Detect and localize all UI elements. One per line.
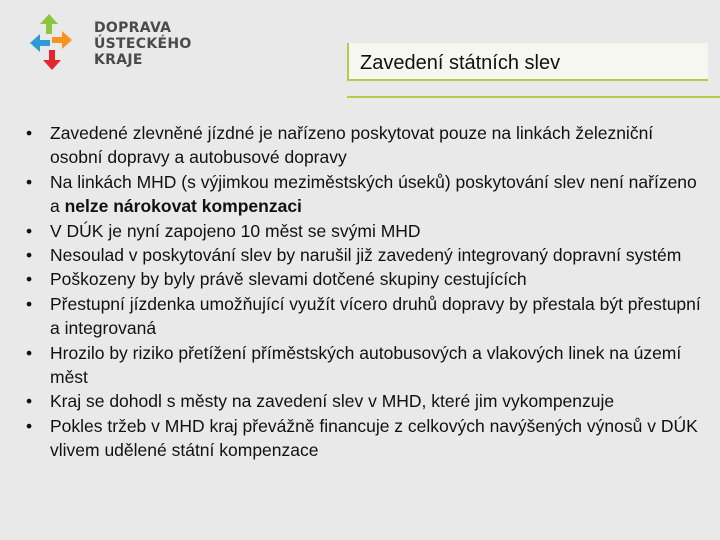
logo-text (94, 20, 192, 68)
bullet-text: Na linkách MHD (s výjimkou meziměstských úseků) poskytování slev není nařízeno a (50, 171, 697, 217)
bullet-text: Poškozeny by byly právě slevami dotčené skupiny cestujících (50, 269, 527, 290)
arrows-logo-icon (28, 14, 90, 72)
bullet-item (26, 243, 706, 267)
logo-arrow-up-icon (40, 14, 58, 34)
slide-title: Zavedení státních slev (360, 52, 561, 74)
bullet-mark: • (26, 391, 33, 412)
bullet-mark: • (26, 123, 33, 143)
bullet-mark: • (26, 415, 33, 436)
bullet-text: Zavedené zlevněné jízdné je nařízeno poskytovat pouze na linkách železniční osobní dopravy a autobusové dopravy (50, 123, 654, 168)
bullet-text: Přestupní jízdenka umožňující využít vícero druhů dopravy by přestala být přestupní a integrovaná (50, 293, 701, 339)
bullet-mark: • (26, 293, 33, 314)
bullet-list (26, 121, 706, 463)
logo-arrow-left-icon (30, 34, 50, 52)
bullet-item (26, 219, 706, 243)
bullet-mark: • (26, 220, 33, 241)
bullet-mark: • (26, 171, 33, 192)
logo (28, 14, 218, 72)
title-box (347, 43, 708, 81)
bullet-item (26, 389, 706, 413)
bullet-mark: • (26, 269, 33, 290)
bullet-text-bold: nelze nárokovat kompenzaci (64, 196, 302, 217)
bullet-mark: • (26, 342, 33, 363)
bullet-item (26, 267, 706, 291)
bullet-text: Nesoulad v poskytování slev by narušil již zavedený integrovaný dopravní systém (50, 245, 682, 266)
bullet-item (26, 121, 706, 170)
bullet-text: Kraj se dohodl s městy na zavedení slev v MHD, které jim vykompenzuje (50, 391, 615, 412)
bullet-item (26, 292, 706, 341)
bullet-item (26, 414, 706, 463)
bullet-item (26, 170, 706, 219)
bullet-text: Hrozilo by riziko přetížení příměstských autobusových a vlakových linek na území měst (50, 342, 682, 388)
bullet-mark: • (26, 245, 33, 266)
bullet-text: V DÚK je nyní zapojeno 10 měst se svými MHD (50, 220, 421, 241)
bullet-item (26, 341, 706, 390)
logo-line-2: ÚSTECKÉHO (94, 36, 192, 52)
title-underline (347, 96, 720, 98)
logo-arrow-right-icon (52, 31, 72, 49)
bullet-text: Pokles tržeb v MHD kraj převážně financuje z celkových navýšených výnosů v DÚK vlivem udělené státní kompenzace (50, 415, 698, 461)
logo-line-1: DOPRAVA (94, 20, 172, 36)
logo-arrow-down-icon (43, 50, 61, 70)
logo-line-3: KRAJE (94, 52, 143, 68)
